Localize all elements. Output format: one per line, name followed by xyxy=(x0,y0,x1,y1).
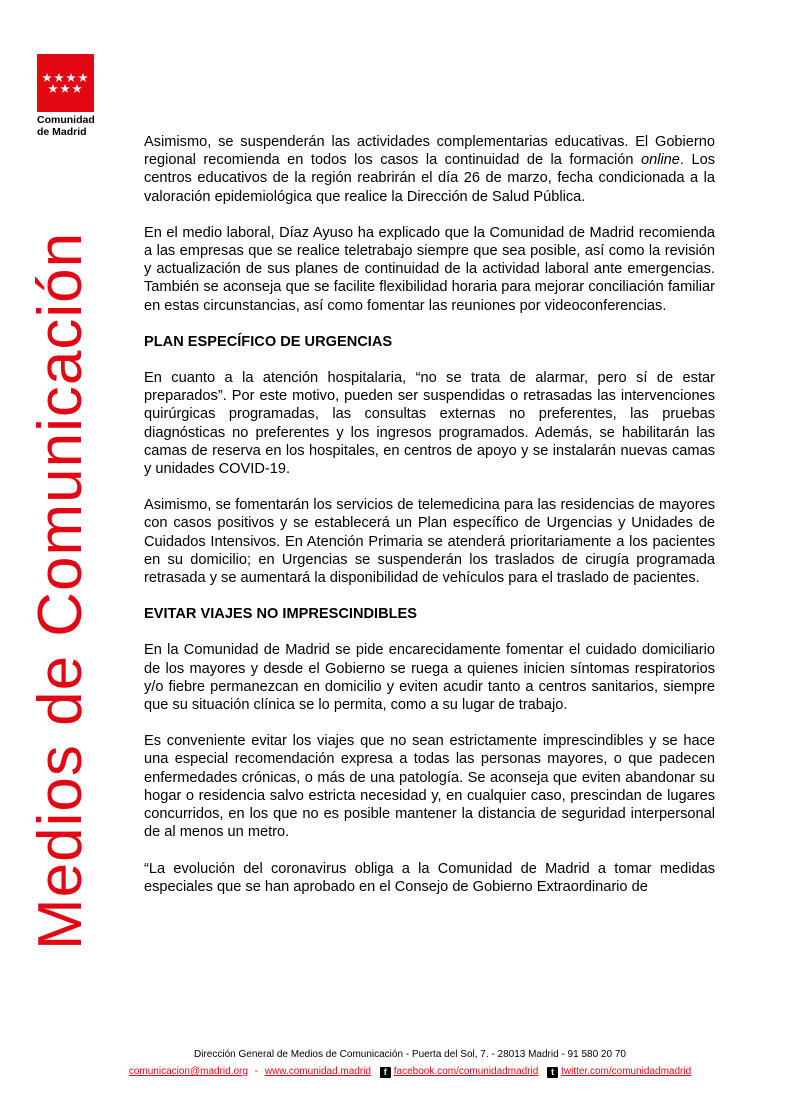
twitter-icon: t xyxy=(547,1067,558,1078)
italic-online: online xyxy=(640,152,680,169)
facebook-icon: f xyxy=(380,1067,391,1078)
website-link[interactable]: www.comunidad.madrid xyxy=(264,1066,371,1077)
footer-links xyxy=(0,1066,790,1078)
email-link[interactable]: comunicacion@madrid.org xyxy=(128,1066,248,1077)
twitter-link[interactable]: twitter.com/comunidadmadrid xyxy=(561,1066,692,1077)
footer-address: Dirección General de Medios de Comunicación - Puerta del Sol, 7. - 28013 Madrid - 91 580 20 70 xyxy=(194,1049,626,1060)
paragraph-1: Asimismo, se suspenderán las actividades complementarias educativas. El Gobierno regional recomienda en todos los casos la continuidad de la formación online. Los centros educativos de la región reabrirán el día 26 de marzo, fecha condicionada a la valoración epidemiológica que realice la Dirección de Salud Pública. xyxy=(144,134,715,205)
paragraph-7: “La evolución del coronavirus obliga a la Comunidad de Madrid a tomar medidas especiales que se han aprobado en el Consejo de Gobierno Extraordinario de xyxy=(144,860,715,895)
logo-line-1: Comunidad xyxy=(37,114,95,126)
separator: - xyxy=(254,1066,259,1077)
paragraph-3: En cuanto a la atención hospitalaria, “no se trata de alarmar, pero sí de estar preparados”. Por este motivo, pueden ser suspendidas o retrasadas las intervenciones quirúrgicas programadas, las consultas externas no preferentes, las pruebas diagnósticas no preferentes y los ingresos programados. Además, se habilitarán las camas de reserva en los hospitales, en centros de apoyo y se instalarán nuevas camas y unidades COVID-19. xyxy=(144,370,715,478)
paragraph-4: Asimismo, se fomentarán los servicios de telemedicina para las residencias de mayores con casos positivos y se establecerá un Plan específico de Urgencias y Unidades de Cuidados Intensivos. En Atención Primaria se atenderá prioritariamente a los pacientes en su domicilio; en Urgencias se suspenderán los traslados de cirugía programada retrasada y se aumentará la disponibilidad de vehículos para el traslado de pacientes. xyxy=(144,497,715,587)
logo-line-2: de Madrid xyxy=(37,126,87,138)
vertical-section-title: Medios de Comunicación xyxy=(26,231,95,950)
document-body xyxy=(144,133,715,896)
section-heading-viajes: EVITAR VIAJES NO IMPRESCINDIBLES xyxy=(144,606,417,623)
section-heading-urgencias: PLAN ESPECÍFICO DE URGENCIAS xyxy=(144,333,393,350)
logo-flag xyxy=(37,54,94,112)
paragraph-5: En la Comunidad de Madrid se pide encarecidamente fomentar el cuidado domiciliario de los mayores y desde el Gobierno se ruega a quienes inicien síntomas respiratorios y/o fiebre permanezcan en domicilio y eviten acudir tanto a centros sanitarios, siempre que su situación clínica se lo permita, como a su lugar de trabajo. xyxy=(144,642,715,714)
paragraph-6: Es conveniente evitar los viajes que no sean estrictamente imprescindibles y se hace una especial recomendación expresa a todas las personas mayores, o que padecen enfermedades crónicas, o más de una patología. Se aconseja que eviten abandonar su hogar o residencia salvo estricta necesidad y, en cualquier caso, prescindan de lugares concurridos, en los que no es posible mantener la distancia de seguridad interpersonal de al menos un metro. xyxy=(144,733,715,841)
paragraph-2: En el medio laboral, Díaz Ayuso ha explicado que la Comunidad de Madrid recomienda a las empresas que se realice teletrabajo siempre que sea posible, así como la revisión y actualización de sus planes de continuidad de la actividad laboral ante emergencias. También se aconseja que se facilite flexibilidad horaria para mejorar conciliación familiar en estas circunstancias, así como fomentar las reuniones por videoconferencias. xyxy=(144,224,715,314)
star-icon xyxy=(37,54,94,112)
facebook-link[interactable]: facebook.com/comunidadmadrid xyxy=(393,1066,539,1077)
logo-text xyxy=(37,114,127,138)
